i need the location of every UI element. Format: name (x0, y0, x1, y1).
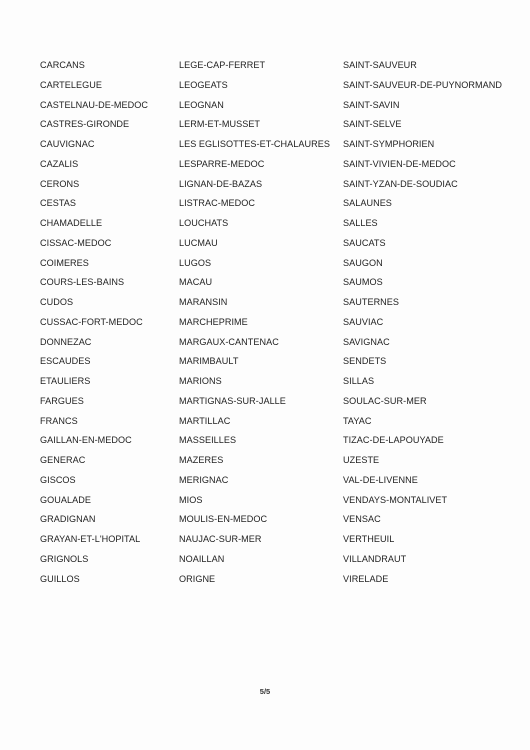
commune-name: CHAMADELLE (40, 218, 103, 228)
commune-name: MASSEILLES (179, 435, 237, 446)
commune-name: SAUMOS (343, 277, 383, 288)
commune-name: LEGE-CAP-FERRET (179, 60, 266, 70)
commune-name: SAINT-SYMPHORIEN (343, 139, 435, 149)
commune-name: GRIGNOLS (40, 553, 89, 564)
commune-name: MAZERES (179, 455, 224, 465)
commune-name: LUGOS (179, 257, 212, 268)
commune-name: VIRELADE (343, 573, 389, 584)
commune-name: SAUGON (343, 257, 383, 268)
commune-name: LOUCHATS (179, 218, 229, 228)
commune-name: GAILLAN-EN-MEDOC (40, 435, 132, 446)
commune-name: VENSAC (343, 514, 381, 525)
commune-name: GOUALADE (40, 494, 91, 505)
commune-name: SAUVIAC (343, 316, 384, 327)
commune-name: CUDOS (40, 297, 74, 307)
commune-name: SOULAC-SUR-MER (343, 395, 427, 406)
commune-name: SAINT-YZAN-DE-SOUDIAC (343, 178, 458, 189)
commune-name: SAVIGNAC (343, 336, 390, 347)
commune-name: MARTIGNAS-SUR-JALLE (179, 395, 286, 406)
commune-name: MARTILLAC (179, 415, 231, 426)
commune-name: LIGNAN-DE-BAZAS (179, 178, 263, 189)
commune-name: MIOS (179, 494, 203, 505)
commune-name: GRAYAN-ET-L'HOPITAL (40, 534, 141, 544)
commune-name: LEOGNAN (179, 99, 224, 110)
page-number: 5/5 (259, 687, 271, 696)
commune-name: CARCANS (40, 60, 85, 70)
commune-name: UZESTE (343, 455, 380, 465)
commune-name: LERM-ET-MUSSET (179, 119, 261, 130)
commune-name: GISCOS (40, 474, 76, 485)
commune-name: FARGUES (40, 395, 84, 406)
commune-name: SAINT-SAUVEUR (343, 60, 417, 70)
commune-name: NOAILLAN (179, 553, 225, 564)
commune-name: CAUVIGNAC (40, 139, 95, 149)
commune-name: SAINT-SAUVEUR-DE-PUYNORMAND (343, 79, 502, 90)
commune-name: MARIMBAULT (179, 356, 239, 367)
commune-name: MARIONS (179, 376, 222, 386)
commune-name: SALLES (343, 218, 378, 228)
commune-name: ETAULIERS (40, 376, 91, 386)
commune-name: VERTHEUIL (343, 534, 395, 544)
commune-name: CESTAS (40, 198, 77, 209)
commune-name: SALAUNES (343, 198, 392, 209)
commune-column-1 (40, 56, 179, 596)
commune-name: FRANCS (40, 415, 78, 426)
commune-name: TIZAC-DE-LAPOUYADE (343, 435, 444, 446)
commune-name: VENDAYS-MONTALIVET (343, 494, 448, 505)
commune-name: SILLAS (343, 376, 375, 386)
commune-name: CASTELNAU-DE-MEDOC (40, 99, 149, 110)
commune-name: CARTELEGUE (40, 79, 102, 90)
commune-name: COIMERES (40, 257, 89, 268)
commune-name: DONNEZAC (40, 336, 92, 347)
commune-name: LUCMAU (179, 237, 218, 248)
commune-name: CISSAC-MEDOC (40, 237, 112, 248)
commune-name: CAZALIS (40, 158, 79, 169)
commune-name: SAINT-SELVE (343, 119, 402, 130)
commune-name: TAYAC (343, 415, 372, 426)
commune-name: SENDETS (343, 356, 387, 367)
commune-name: GRADIGNAN (40, 514, 96, 525)
commune-name: MACAU (179, 277, 213, 288)
commune-name: VAL-DE-LIVENNE (343, 474, 418, 485)
commune-name: ESCAUDES (40, 356, 91, 367)
commune-name: MOULIS-EN-MEDOC (179, 514, 268, 525)
commune-name: CUSSAC-FORT-MEDOC (40, 316, 143, 327)
commune-name: MERIGNAC (179, 474, 229, 485)
commune-name: GENERAC (40, 455, 86, 465)
commune-name: LESPARRE-MEDOC (179, 158, 265, 169)
commune-name: MARCHEPRIME (179, 316, 248, 327)
commune-name: MARGAUX-CANTENAC (179, 336, 279, 347)
commune-name: SAINT-VIVIEN-DE-MEDOC (343, 158, 456, 169)
commune-column-2 (179, 56, 343, 596)
commune-name: SAUTERNES (343, 297, 400, 307)
commune-name: COURS-LES-BAINS (40, 277, 125, 288)
commune-name: CERONS (40, 178, 80, 189)
commune-name: SAINT-SAVIN (343, 99, 400, 110)
commune-name: NAUJAC-SUR-MER (179, 534, 262, 544)
commune-name: LISTRAC-MEDOC (179, 198, 255, 209)
commune-name: GUILLOS (40, 573, 80, 584)
commune-name: SAUCATS (343, 237, 386, 248)
commune-name: LES EGLISOTTES-ET-CHALAURES (179, 139, 330, 149)
commune-name: MARANSIN (179, 297, 228, 307)
commune-name: CASTRES-GIRONDE (40, 119, 130, 130)
commune-list (40, 56, 510, 596)
commune-name: LEOGEATS (179, 79, 228, 90)
commune-name: VILLANDRAUT (343, 553, 407, 564)
commune-name: ORIGNE (179, 573, 216, 584)
commune-column-3 (343, 56, 510, 596)
